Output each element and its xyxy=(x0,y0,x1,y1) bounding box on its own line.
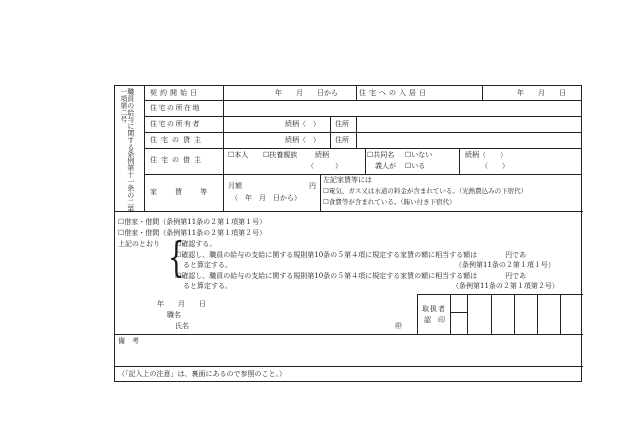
borrower-self-checkbox[interactable]: ☐本人 xyxy=(228,151,249,159)
section-line-1 xyxy=(115,211,583,212)
lender-address-label: 住所 xyxy=(335,136,349,144)
location-label: 住宅の所在地 xyxy=(150,104,201,112)
row-line-1 xyxy=(144,100,582,101)
cotenant-relation: 続柄（ ） xyxy=(465,151,507,159)
stamp-box-1 xyxy=(450,294,451,334)
rent-monthly-label: 月額 xyxy=(228,182,242,190)
owner-relation: 続柄（ ） xyxy=(285,120,320,128)
borrower-relation-paren: （ ） xyxy=(307,162,342,170)
row-line-5 xyxy=(144,174,582,175)
signature-seal: ㊞ xyxy=(395,322,402,330)
owner-label: 住宅の所有者 xyxy=(150,120,201,128)
owner-address-line xyxy=(330,116,331,148)
borrower-dependent-checkbox[interactable]: ☐扶養親族 xyxy=(263,151,298,159)
owner-address-right-line xyxy=(356,116,357,148)
lender-label: 住宅の貸主 xyxy=(150,136,205,144)
rent-utilities-checkbox[interactable]: ☐電気、ガス又は水道の料金が含まれている。（光熱費込みの下宿代） xyxy=(323,187,528,195)
cotenant-relation-paren: （ ） xyxy=(481,162,509,170)
stamp-box-2 xyxy=(467,294,468,334)
row-line-2 xyxy=(144,116,582,117)
signature-title: 職名 xyxy=(167,311,181,319)
stamp-box-top xyxy=(417,294,583,295)
handler-seal-label: 認 印 xyxy=(424,316,445,324)
remarks-label: 備 考 xyxy=(118,337,139,345)
handler-label: 取扱者 xyxy=(422,305,446,313)
signature-date: 年 月 日 xyxy=(157,300,206,308)
borrower-mid-line xyxy=(365,148,366,174)
stamp-box-4 xyxy=(514,294,515,334)
rent-note: 左記家賃等には xyxy=(323,176,372,184)
borrower-right-line xyxy=(459,148,460,174)
borrower-relation: 続柄 xyxy=(315,151,329,159)
cotenant-checkbox[interactable]: ☐共同名 xyxy=(367,151,395,159)
rent-label: 家賃等 xyxy=(150,188,225,196)
footer-note: （「記入上の注意」は、裏面にあるので参照のこと。） xyxy=(118,370,286,378)
confirm-item-1[interactable]: ☐借家・借間（条例第11条の２第１項第１号） xyxy=(118,218,267,226)
move-in-label: 住宅への入居日 xyxy=(359,89,429,97)
contract-start-label: 契約開始日 xyxy=(150,89,200,97)
signature-name: 氏名 xyxy=(175,322,189,330)
side-label: 職員の給与に関する条例第十一条の二第一項第二号 xyxy=(118,88,134,213)
stamp-box-3 xyxy=(491,294,492,334)
confirm-brace: { xyxy=(168,234,185,283)
confirm-option-1[interactable]: ☐確認する。 xyxy=(175,240,217,248)
side-col-line xyxy=(144,86,145,211)
move-in-date: 年 月 日 xyxy=(517,89,566,97)
borrower-label: 住宅の借主 xyxy=(150,156,205,164)
rent-mid-line xyxy=(320,174,321,211)
row-line-3 xyxy=(144,132,582,133)
cotenant-none-checkbox[interactable]: ☐いない xyxy=(405,151,433,159)
entry-date-line xyxy=(356,86,357,100)
housing-allowance-form xyxy=(114,85,582,382)
confirm-option-2-line1[interactable]: ☐確認し、職員の給与の支給に関する規則第10条の５第４項に規定する家賃の額に相当する額は 円であ xyxy=(175,251,527,259)
cotenant-present-checkbox[interactable]: ☐いる xyxy=(405,162,426,170)
stamp-box-6 xyxy=(560,294,561,334)
owner-address-label: 住所 xyxy=(335,120,349,128)
rent-yen-label: 円 xyxy=(309,182,316,190)
confirm-option-3-line1[interactable]: ☐確認し、職員の給与の支給に関する規則第10条の５第４項に規定する家賃の額に相当する額は 円であ xyxy=(175,272,527,280)
row-line-4 xyxy=(144,148,582,149)
rent-since: （ 年 月 日から） xyxy=(231,194,301,202)
section-line-2 xyxy=(115,334,583,335)
entry-date-right-line xyxy=(482,86,483,100)
stamp-box-5 xyxy=(537,294,538,334)
cotenant-partner-label: 義人が xyxy=(375,162,396,170)
confirm-option-2-ref: （条例第11条の２第１項１号） xyxy=(455,261,555,269)
stamp-box-left xyxy=(417,294,418,334)
rent-meals-checkbox[interactable]: ☐食費等が含まれている。（賄い付き下宿代） xyxy=(323,198,456,206)
confirm-lead: 上記のとおり xyxy=(118,240,160,248)
section-line-3 xyxy=(115,366,583,367)
contract-start-date: 年 月 日から xyxy=(275,89,338,97)
confirm-option-2-line2: ると算定する。 xyxy=(183,261,232,269)
confirm-option-3-line2: ると算定する。 xyxy=(183,282,232,290)
confirm-item-2[interactable]: ☐借家・借間（条例第11条の２第１項第２号） xyxy=(118,229,267,237)
stamp-divider xyxy=(450,312,467,313)
confirm-option-3-ref: （条例第11条の２第１項第２号） xyxy=(452,282,559,290)
lender-relation: 続柄（ ） xyxy=(285,136,320,144)
